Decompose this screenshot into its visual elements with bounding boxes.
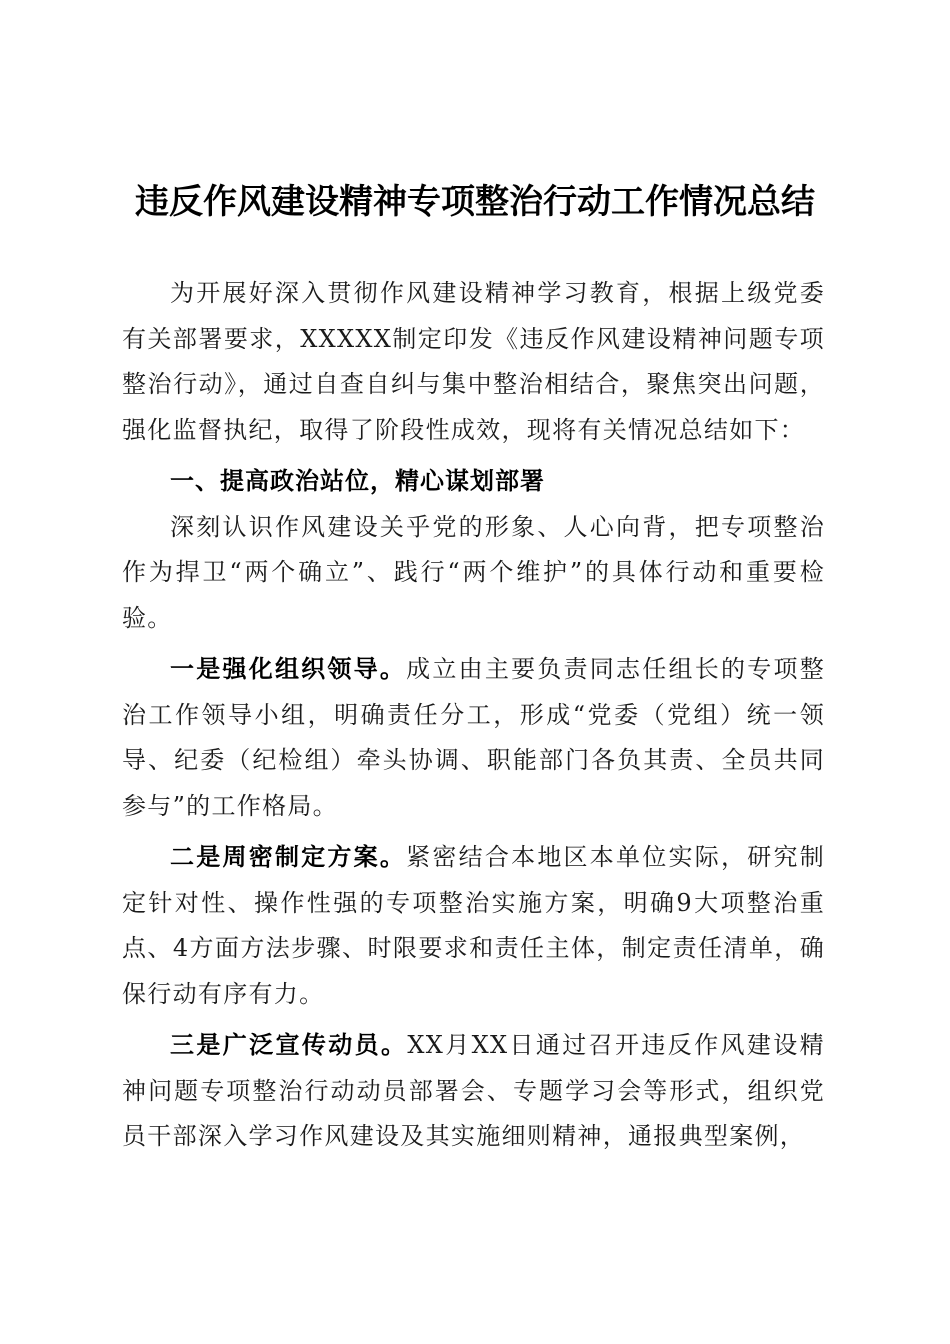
item-text-1: 成立由主要负责同志任组长的专项整治工作领导小组，明确责任分工，形成“党委（党组）统一领导、纪委（纪检组）牵头协调、职能部门各负其责、全员共同参与”的工作格局。 [122,655,825,820]
section-heading: 一、提高政治站位，精心谋划部署 [170,467,545,495]
item-paragraph-3 [122,1023,825,1160]
item-text-2: 紧密结合本地区本单位实际，研究制定针对性、操作性强的专项整治实施方案，明确9大项整治重点、4方面方法步骤、时限要求和责任主体，制定责任清单，确保行动有序有力。 [122,843,825,1008]
item-paragraph-1 [122,647,825,829]
item-lead-1: 一是强化组织领导。 [170,655,407,683]
item-lead-2: 二是周密制定方案。 [170,843,407,871]
item-lead-3: 三是广泛宣传动员。 [170,1031,408,1059]
item-text-3: XX月XX日通过召开违反作风建设精神问题专项整治行动动员部署会、专题学习会等形式，组织党员干部深入学习作风建设及其实施细则精神，通报典型案例， [122,1031,825,1150]
document-body [122,271,825,1160]
intro-paragraph: 为开展好深入贯彻作风建设精神学习教育，根据上级党委有关部署要求，XXXXX制定印发《违反作风建设精神问题专项整治行动》，通过自查自纠与集中整治相结合，聚焦突出问题，强化监督执纪，取得了阶段性成效，现将有关情况总结如下： [122,279,825,444]
document-title: 违反作风建设精神专项整治行动工作情况总结 [135,182,815,222]
section-summary-paragraph: 深刻认识作风建设关乎党的形象、人心向背，把专项整治作为捍卫“两个确立”、践行“两个维护”的具体行动和重要检验。 [122,512,825,632]
item-paragraph-2 [122,835,825,1017]
